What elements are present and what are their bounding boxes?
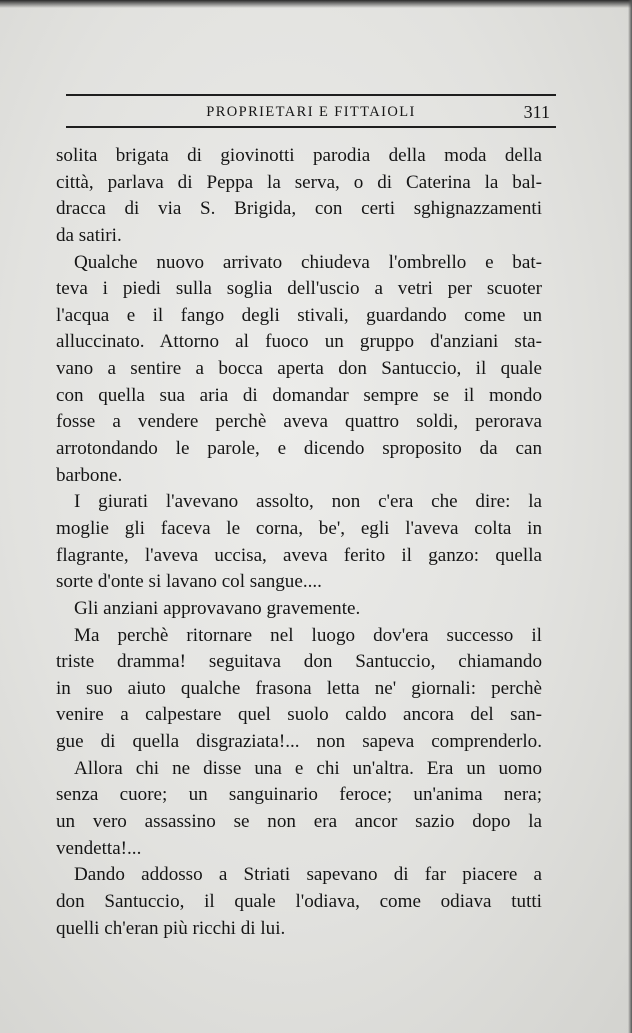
text-line: barbone. xyxy=(56,464,123,486)
page-number: 311 xyxy=(523,102,550,122)
text-line: teva i piedi sulla soglia dell'uscio a vetri per scuoter xyxy=(56,278,542,300)
running-title: PROPRIETARI E FITTAIOLI xyxy=(206,104,416,120)
text-line: fosse a vendere perchè aveva quattro soldi, perorava xyxy=(56,411,542,433)
text-line: gue di quella disgraziata!... non sapeva comprenderlo. xyxy=(56,731,542,753)
text-line: Dando addosso a Striati sapevano di far piacere a xyxy=(74,864,542,886)
body-text xyxy=(56,143,542,942)
header-rule-top xyxy=(66,94,556,96)
text-line: vendetta!... xyxy=(56,837,142,859)
text-line: moglie gli faceva le corna, be', egli l'aveva colta in xyxy=(56,517,542,539)
text-line: I giurati l'avevano assolto, non c'era che dire: la xyxy=(74,491,542,513)
text-line: triste dramma! seguitava don Santuccio, chiamando xyxy=(56,651,542,673)
text-line: in suo aiuto qualche frasona letta ne' giornali: perchè xyxy=(56,677,542,699)
text-line: vano a sentire a bocca aperta don Santuccio, il quale xyxy=(56,358,542,380)
text-line: Ma perchè ritornare nel luogo dov'era successo il xyxy=(74,624,542,646)
text-line: senza cuore; un sanguinario feroce; un'anima nera; xyxy=(56,784,542,806)
text-line: con quella sua aria di domandar sempre se il mondo xyxy=(56,384,542,406)
text-line: arrotondando le parole, e dicendo sproposito da can xyxy=(56,438,542,460)
text-line: alluccinato. Attorno al fuoco un gruppo d'anziani sta- xyxy=(56,331,542,353)
text-line: quelli ch'eran più ricchi di lui. xyxy=(56,917,286,939)
text-line: Qualche nuovo arrivato chiudeva l'ombrello e bat- xyxy=(74,251,542,273)
page-right-edge-shadow xyxy=(628,0,632,1033)
text-line: flagrante, l'aveva uccisa, aveva ferito il ganzo: quella xyxy=(56,544,542,566)
text-line: da satiri. xyxy=(56,224,122,246)
text-line: Allora chi ne disse una e chi un'altra. Era un uomo xyxy=(74,757,542,779)
text-line: un vero assassino se non era ancor sazio dopo la xyxy=(56,811,542,833)
text-line: Gli anziani approvavano gravemente. xyxy=(74,597,361,619)
text-line: venire a calpestare quel suolo caldo ancora del san- xyxy=(56,704,542,726)
running-head xyxy=(66,100,556,124)
page-top-edge-shadow xyxy=(0,0,632,8)
text-line: l'acqua e il fango degli stivali, guardando come un xyxy=(56,304,542,326)
header-rule-bottom xyxy=(66,126,556,128)
text-line: sorte d'onte si lavano col sangue.... xyxy=(56,571,322,593)
text-line: città, parlava di Peppa la serva, o di Caterina la bal- xyxy=(56,171,542,193)
text-line: don Santuccio, il quale l'odiava, come odiava tutti xyxy=(56,890,542,912)
text-line: dracca di via S. Brigida, con certi sghignazzamenti xyxy=(56,198,542,220)
text-line: solita brigata di giovinotti parodia della moda della xyxy=(56,145,542,166)
